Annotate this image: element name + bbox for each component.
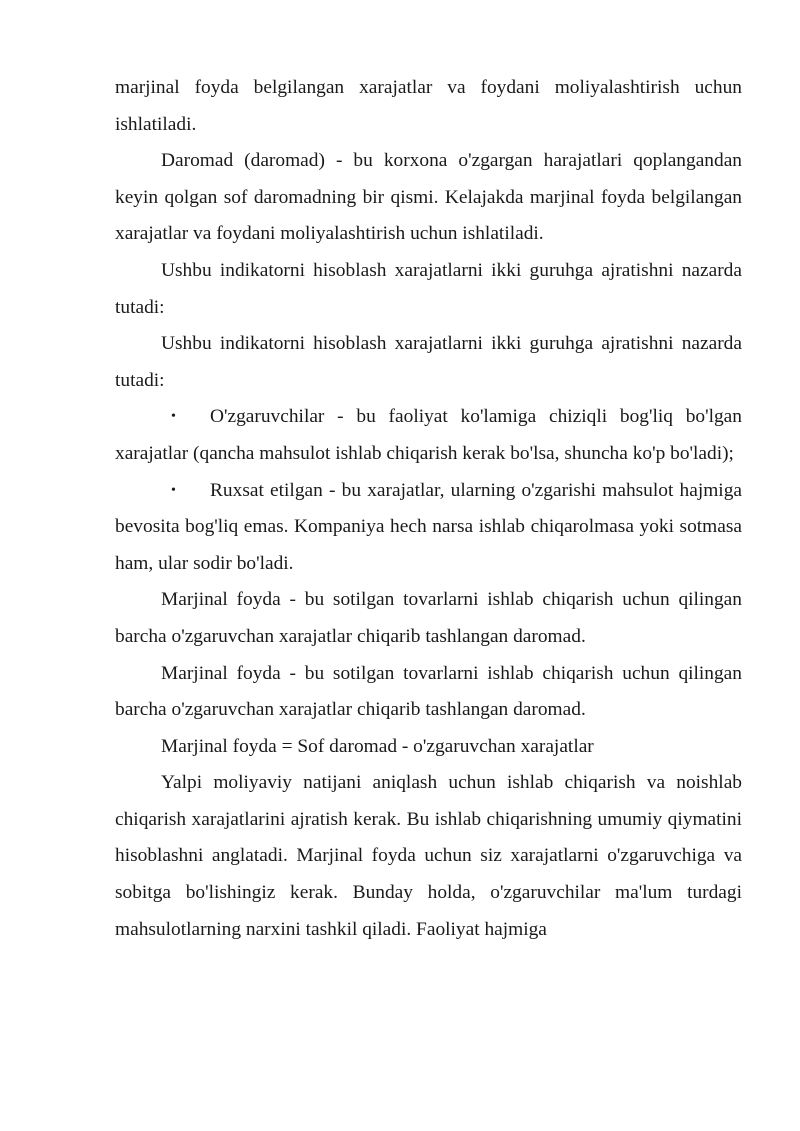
paragraph-3: Ushbu indikatorni hisoblash xarajatlarni ikki guruhga ajratishni nazarda tutadi: — [115, 259, 742, 318]
bullet-dot-icon: • — [171, 409, 176, 425]
paragraph-1: marjinal foyda belgilangan xarajatlar va foydani moliyalashtirish uchun ishlatiladi. — [115, 77, 742, 135]
paragraph-4: Ushbu indikatorni hisoblash xarajatlarni ikki guruhga ajratishni nazarda tutadi: — [115, 333, 742, 391]
paragraph-7: Marjinal foyda - bu sotilgan tovarlarni ishlab chiqarish uchun qilingan barcha o'zgaruvchan xarajatlar chiqarib tashlangan daromad. — [115, 589, 742, 647]
document-page — [115, 70, 742, 948]
bullet-dot-icon: • — [171, 482, 176, 498]
formula-line: Marjinal foyda = Sof daromad - o'zgaruvchan xarajatlar — [161, 735, 594, 757]
paragraph-8: Marjinal foyda - bu sotilgan tovarlarni ishlab chiqarish uchun qilingan barcha o'zgaruvchan xarajatlar chiqarib tashlangan daromad. — [115, 662, 742, 721]
paragraph-10: Yalpi moliyaviy natijani aniqlash uchun ishlab chiqarish va noishlab chiqarish xarajatlarini ajratish kerak. Bu ishlab chiqarishning umumiy qiymatini hisoblashni anglatadi. Marjinal foyda uchun siz xarajatlarni o'zgaruvchiga va sobitga bo'lishingiz kerak. Bunday holda, o'zgaruvchilar ma'lum turdagi mahsulotlarning narxini tashkil qiladi. Faoliyat hajmiga — [115, 772, 742, 940]
bullet-text: Ruxsat etilgan - bu xarajatlar, ularning o'zgarishi mahsulot hajmiga bevosita bog'liq emas. Kompaniya hech narsa ishlab chiqarolmasa yoki sotmasa ham, ular sodir bo'ladi. — [115, 479, 742, 574]
paragraph-2: Daromad (daromad) - bu korxona o'zgargan harajatlari qoplangandan keyin qolgan sof daromadning bir qismi. Kelajakda marjinal foyda belgilangan xarajatlar va foydani moliyalashtirish uchun ishlatiladi. — [115, 150, 742, 245]
bullet-text: O'zgaruvchilar - bu faoliyat ko'lamiga chiziqli bog'liq bo'lgan xarajatlar (qancha mahsulot ishlab chiqarish kerak bo'lsa, shuncha ko'p bo'ladi); — [115, 406, 742, 464]
bullet-item-variable-costs — [115, 399, 742, 472]
bullet-item-fixed-costs — [115, 473, 742, 583]
